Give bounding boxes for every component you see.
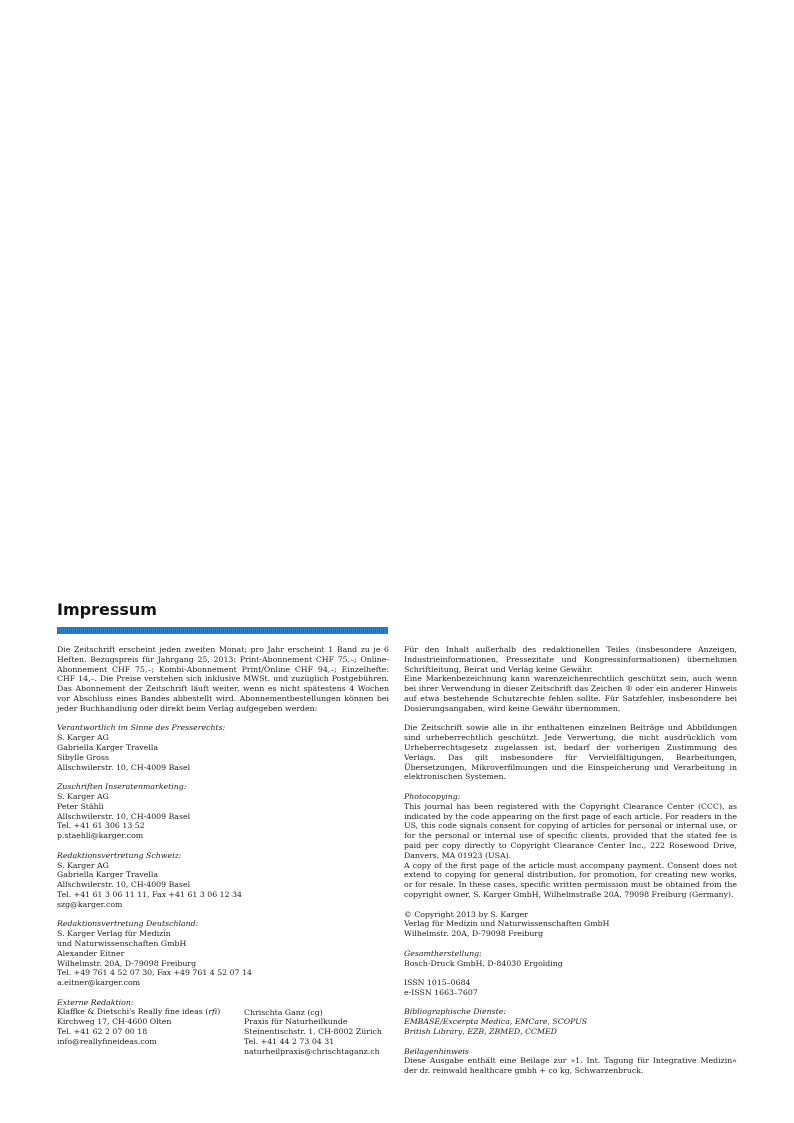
biblio-line: EMBASE/Excerpta Medica, EMCare, SCOPUS: [404, 1017, 588, 1027]
extern-line: Kirchweg 17, CH-4600 Olten: [57, 1017, 172, 1027]
deutschland-line: S. Karger Verlag für Medizin: [57, 929, 171, 939]
extern-block: [57, 998, 389, 1060]
presse-line: S. Karger AG: [57, 733, 109, 743]
copyright-line: Wilhelmstr. 20A, D-79098 Freiburg: [404, 929, 544, 939]
issn-online: e-ISSN 1663–7607: [404, 987, 478, 997]
extern-email: info@reallyfineideas.com: [57, 1036, 157, 1046]
schweiz-label: Redaktionsvertretung Schweiz:: [57, 850, 182, 860]
copyright-block: [404, 910, 737, 939]
presse-line: Allschwilerstr. 10, CH-4009 Basel: [57, 762, 191, 772]
biblio-block: [404, 1007, 737, 1036]
right-column: [404, 645, 737, 1076]
disclaimer-block: [404, 645, 737, 714]
content-disclaimer: Für den Inhalt außerhalb des redaktionellen Teiles (insbesondere Anzeigen, Industrieinformationen, Pressezitate und Kongressinformationen) übernehmen Schriftleitung, Beirat und Verlag keine Gewähr.: [404, 645, 737, 674]
subscription-info: Die Zeitschrift erscheint jeden zweiten Monat; pro Jahr erscheint 1 Band zu je 6 Heften. Bezugspreis für Jahrgang 25, 2013: Print-Abonnement CHF 75,–; Online-Abonnement CHF 75,–; Kombi-Abonnement Print/Online CHF 94,–; Einzelhefte: CHF 14,–. Die Preise verstehen sich inklusive MWSt. und zuzüglich Postgebühren. Das Abonnement der Zeitschrift läuft weiter, wenn es nicht spätestens 4 Wochen vor Abschluss eines Bandes abbestellt wird. Abonnementbestellungen können bei jeder Buchhandlung oder direkt beim Verlag aufgegeben werden:: [57, 645, 389, 713]
inserat-block: [57, 782, 389, 841]
supplement-block: [404, 1047, 737, 1076]
schweiz-email: szg@karger.com: [57, 899, 123, 909]
copyright-line: © Copyright 2013 by S. Karger: [404, 909, 528, 919]
inserat-line: Tel. +41 61 306 13 52: [57, 821, 145, 831]
inserat-email: p.staehli@karger.com: [57, 831, 144, 841]
deutschland-block: [57, 919, 389, 988]
deutschland-line: Alexander Eitner: [57, 948, 125, 958]
photocopying-label: Photocopying:: [404, 791, 461, 801]
extern-line: Chrischta Ganz (cg): [244, 1007, 323, 1017]
title-rule: [57, 627, 388, 634]
extern-line: Tel. +41 44 2 73 04 31: [244, 1037, 335, 1047]
deutschland-line: Wilhelmstr. 20A, D-79098 Freiburg: [57, 958, 197, 968]
presse-line: Gabriella Karger Travella: [57, 742, 159, 752]
schweiz-line: Gabriella Karger Travella: [57, 870, 159, 880]
photocopying-text: This journal has been registered with the Copyright Clearance Center (CCC), as indicated by the code appearing on the first page of each article. For readers in the US, this code signals consent for copying of articles for personal or internal use, or for the personal or internal use of specific clients, provided that the stated fee is paid per copy directly to Copyright Clearance Center Inc., 222 Rosewood Drive, Danvers, MA 01923 (USA).: [404, 801, 737, 860]
schweiz-block: [57, 851, 389, 910]
deutschland-email: a.eitner@karger.com: [57, 978, 141, 988]
extern-label: Externe Redaktion:: [57, 997, 134, 1007]
issn-print: ISSN 1015–0684: [404, 978, 471, 988]
extern-col-2: [244, 1008, 390, 1057]
inserat-label: Zuschriften Inseratenmarketing:: [57, 782, 187, 792]
photocopying-block: [404, 792, 737, 900]
extern-agency: Klaffke & Dietschi's Really fine ideas (rfi): [57, 1007, 221, 1017]
extern-line: Tel. +41 62 2 07 00 18: [57, 1027, 148, 1037]
supplement-text: Diese Ausgabe enthält eine Beilage zur »1. Int. Tagung für Integrative Medizin« der dr. reinwald healthcare gmbh + co kg, Schwarzenbruck.: [404, 1056, 737, 1076]
left-column: [57, 645, 389, 1060]
extern-email: naturheilpraxis@chrischtaganz.ch: [244, 1046, 380, 1056]
inserat-line: Peter Stähli: [57, 801, 104, 811]
copyright-line: Verlag für Medizin und Naturwissenschaften GmbH: [404, 919, 610, 929]
supplement-label: Beilagenhinweis: [404, 1046, 469, 1056]
production-label: Gesamtherstellung:: [404, 948, 482, 958]
trademark-disclaimer: Eine Markenbezeichnung kann warenzeichenrechtlich geschützt sein, auch wenn bei ihrer Verwendung in dieser Zeitschrift das Zeichen ® oder ein anderer Hinweis auf etwa bestehende Schutzrechte fehlen sollte. Für Satzfehler, insbesondere bei Dosierungsangaben, wird keine Gewähr übernommen.: [404, 674, 737, 713]
biblio-label: Bibliographische Dienste:: [404, 1007, 507, 1017]
presse-label: Verantwortlich im Sinne des Presserechts:: [57, 723, 226, 733]
extern-line: Steinentischstr. 1, CH-8002 Zürich: [244, 1027, 382, 1037]
page-title: Impressum: [57, 600, 157, 619]
inserat-line: S. Karger AG: [57, 791, 109, 801]
deutschland-line: Tel. +49 761 4 52 07 30, Fax +49 761 4 52 07 14: [57, 968, 252, 978]
deutschland-line: und Naturwissenschaften GmbH: [57, 938, 187, 948]
schweiz-line: Tel. +41 61 3 06 11 11, Fax +41 61 3 06 12 34: [57, 889, 243, 899]
extern-col-1: [57, 998, 242, 1047]
deutschland-label: Redaktionsvertretung Deutschland:: [57, 919, 199, 929]
presse-block: [57, 723, 389, 772]
schweiz-line: Allschwilerstr. 10, CH-4009 Basel: [57, 880, 191, 890]
inserat-line: Allschwilerstr. 10, CH-4009 Basel: [57, 811, 191, 821]
presse-line: Sibylle Gross: [57, 752, 109, 762]
production-text: Bosch-Druck GmbH, D-84030 Ergolding: [404, 958, 563, 968]
photocopying-text: A copy of the first page of the article must accompany payment. Consent does not extend to copying for general distribution, for promotion, for creating new works, or for resale. In these cases, specific written permission must be obtained from the copyright owner, S. Karger GmbH, Wilhelmstraße 20A, 79098 Freiburg (Germany).: [404, 860, 737, 899]
issn-block: [404, 978, 737, 998]
production-block: [404, 949, 737, 969]
extern-line: Praxis für Naturheilkunde: [244, 1017, 348, 1027]
biblio-line: British Library, EZB, ZBMED, CCMED: [404, 1027, 557, 1037]
schweiz-line: S. Karger AG: [57, 860, 109, 870]
copyright-notice: Die Zeitschrift sowie alle in ihr enthaltenen einzelnen Beiträge und Abbildungen sind urheberrechtlich geschützt. Jede Verwertung, die nicht ausdrücklich vom Urheberrechtsgesetz zugelassen ist, bedarf der vorherigen Zustimmung des Verlags. Das gilt insbesondere für Vervielfältigungen, Bearbeitungen, Übersetzungen, Mikroverfilmungen und die Einspeicherung und Verarbeitung in elektronischen Systemen.: [404, 723, 737, 782]
